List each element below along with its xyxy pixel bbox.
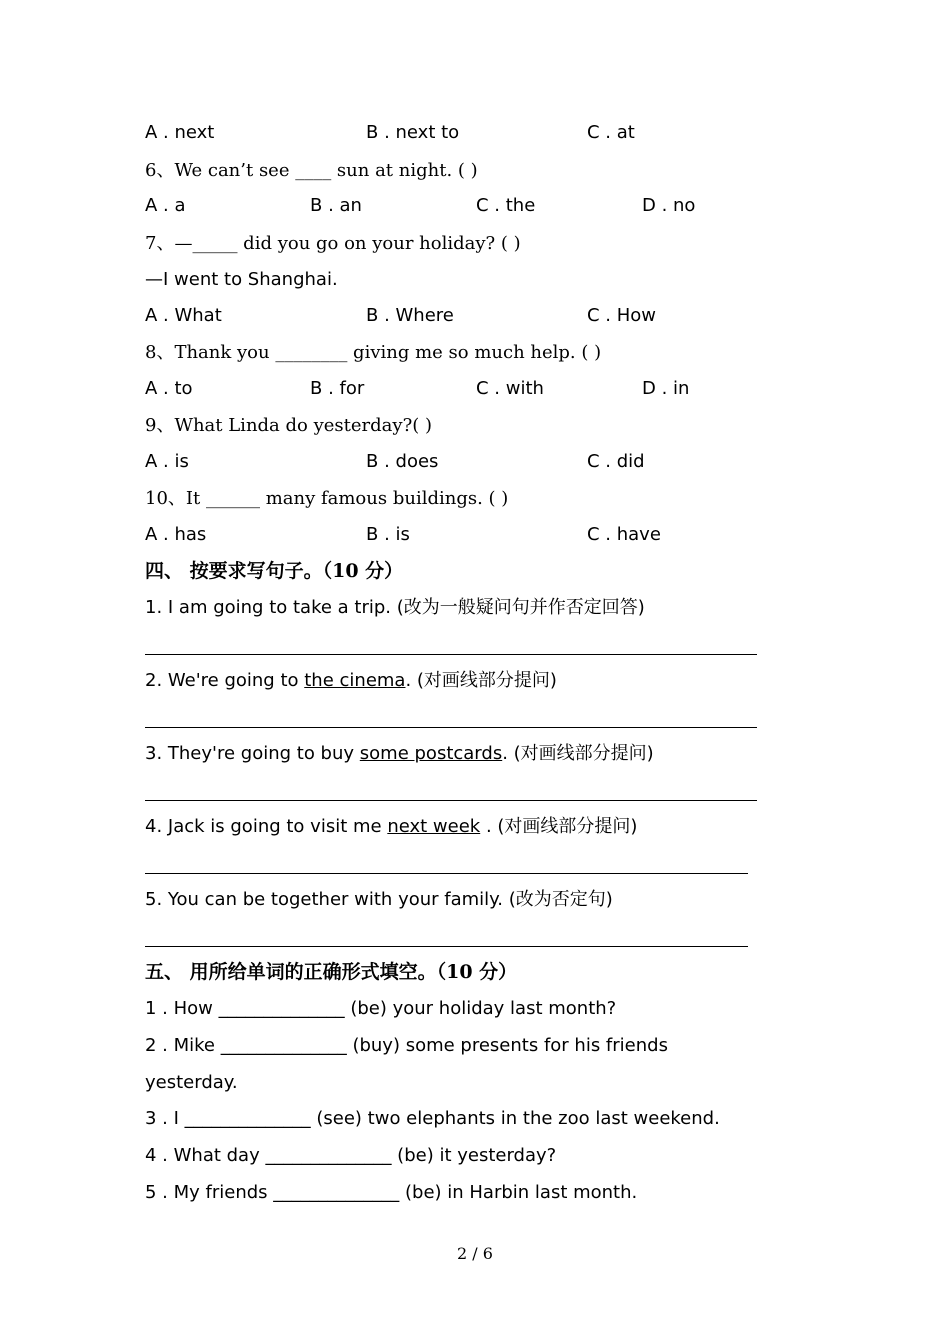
- s4-item-3-text: 3. They're going to buy: [145, 743, 360, 764]
- s4-item-2-underlined: the cinema: [304, 670, 406, 691]
- q8-option-a: A . to: [145, 378, 193, 399]
- section-5-title: 五、 用所给单词的正确形式填空。（10 分）: [145, 961, 518, 983]
- q8-stem: 8、Thank you ________ giving me so much help. ( ): [145, 342, 602, 363]
- q8-option-b: B . for: [310, 378, 365, 399]
- s4-item-4: [145, 816, 637, 838]
- q10-option-a: A . has: [145, 524, 207, 545]
- s5-item-2: 2 . Mike ______________ (buy) some presents for his friends: [145, 1035, 668, 1056]
- answer-line-1: [145, 654, 757, 655]
- q8-option-c: C . with: [476, 378, 544, 399]
- q7-stem: 7、—_____ did you go on your holiday? ( ): [145, 233, 521, 254]
- q10-option-c: C . have: [587, 524, 661, 545]
- q5-option-b: B . next to: [366, 122, 460, 143]
- q5-option-a: A . next: [145, 122, 215, 143]
- section-4-title: 四、 按要求写句子。（10 分）: [145, 560, 404, 582]
- s5-item-5: 5 . My friends ______________ (be) in Harbin last month.: [145, 1182, 638, 1203]
- q7-option-c: C . How: [587, 305, 657, 326]
- answer-line-2: [145, 727, 757, 728]
- q7-option-b: B . Where: [366, 305, 454, 326]
- q6-option-a: A . a: [145, 195, 186, 216]
- s4-item-2-instruction: . (对画线部分提问): [405, 670, 557, 691]
- s4-item-4-text: 4. Jack is going to visit me: [145, 816, 388, 837]
- q6-option-c: C . the: [476, 195, 536, 216]
- q9-option-a: A . is: [145, 451, 189, 472]
- s5-item-2-continued: yesterday.: [145, 1072, 238, 1093]
- s4-item-2: [145, 670, 557, 692]
- q5-option-c: C . at: [587, 122, 635, 143]
- q10-stem: 10、It ______ many famous buildings. ( ): [145, 488, 509, 509]
- q9-option-b: B . does: [366, 451, 439, 472]
- answer-line-3: [145, 800, 757, 801]
- q10-option-b: B . is: [366, 524, 410, 545]
- s4-item-3: [145, 743, 654, 765]
- answer-line-5: [145, 946, 748, 947]
- s5-item-4: 4 . What day ______________ (be) it yesterday?: [145, 1145, 557, 1166]
- s4-item-1-text: 1. I am going to take a trip. (改为一般疑问句并作否定回答): [145, 597, 645, 618]
- q6-option-b: B . an: [310, 195, 362, 216]
- s5-item-1: 1 . How ______________ (be) your holiday last month?: [145, 998, 617, 1019]
- q6-stem: 6、We can’t see ____ sun at night. ( ): [145, 160, 478, 181]
- answer-line-4: [145, 873, 748, 874]
- s4-item-5-text: 5. You can be together with your family. (改为否定句): [145, 889, 613, 910]
- s4-item-4-instruction: . (对画线部分提问): [480, 816, 638, 837]
- q9-stem: 9、What Linda do yesterday?( ): [145, 415, 432, 436]
- q6-option-d: D . no: [642, 195, 696, 216]
- q7-answer-line: —I went to Shanghai.: [145, 269, 338, 290]
- q9-option-c: C . did: [587, 451, 645, 472]
- s5-item-3: 3 . I ______________ (see) two elephants in the zoo last weekend.: [145, 1108, 720, 1129]
- s4-item-3-instruction: . (对画线部分提问): [502, 743, 654, 764]
- q7-option-a: A . What: [145, 305, 222, 326]
- s4-item-3-underlined: some postcards: [359, 743, 503, 764]
- q8-option-d: D . in: [642, 378, 690, 399]
- s4-item-2-text: 2. We're going to: [145, 670, 305, 691]
- s4-item-4-underlined: next week: [387, 816, 481, 837]
- s4-item-5: [145, 889, 613, 911]
- page-number: 2 / 6: [457, 1244, 493, 1263]
- s4-item-1: [145, 597, 645, 619]
